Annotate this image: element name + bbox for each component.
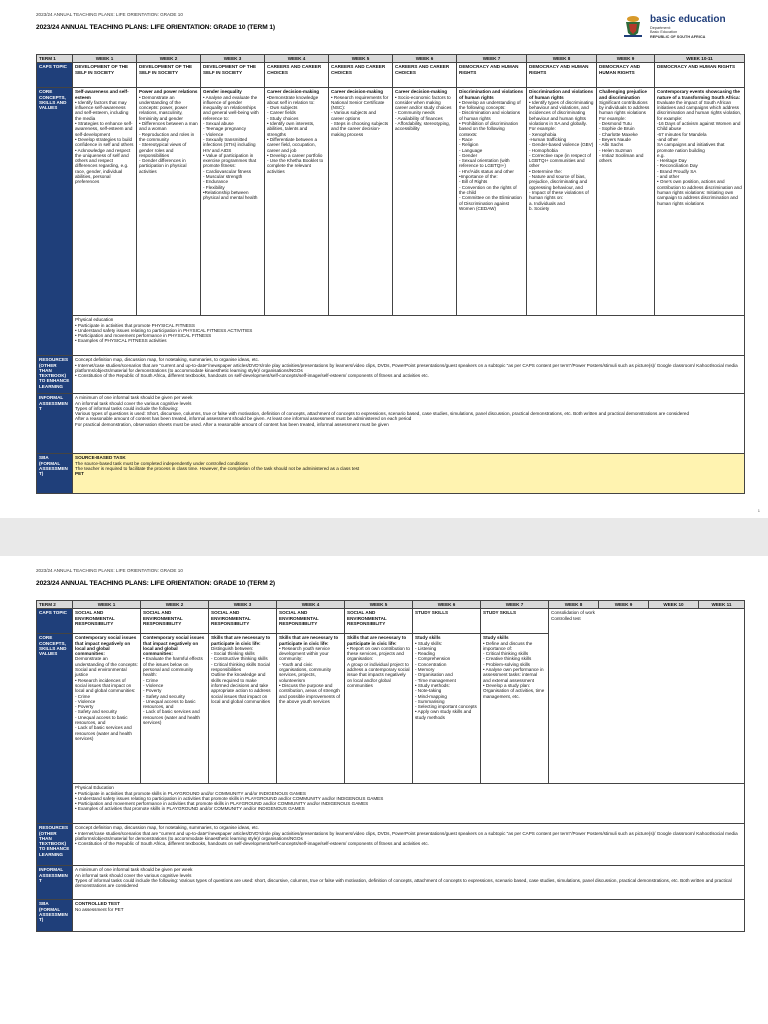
term-1-table bbox=[36, 54, 745, 494]
core-line: - Time management bbox=[415, 677, 456, 683]
running-header: 2023/24 ANNUAL TEACHING PLANS: LIFE ORIENTATION: GRADE 10 bbox=[36, 12, 183, 17]
caps-topic: DEMOCRACY AND HUMAN RIGHTS bbox=[597, 63, 655, 88]
week-header-row bbox=[37, 55, 745, 63]
core-heading: Power and power relations bbox=[139, 89, 198, 95]
term-2-table bbox=[36, 600, 745, 932]
core-line: b. Society bbox=[529, 205, 550, 211]
core-line: e.g. bbox=[657, 152, 665, 158]
physical-education-row bbox=[37, 316, 745, 356]
core-line: - Heritage Day bbox=[657, 158, 687, 164]
core-line: - Constructive thinking skills bbox=[211, 656, 268, 662]
core-line: -67 minutes for Mandela bbox=[657, 131, 707, 137]
caps-topic: DEVELOPMENT OF THE SELF IN SOCIETY bbox=[137, 63, 201, 88]
core-line: - Summarising bbox=[415, 698, 445, 704]
core-line: • Study skills: bbox=[415, 640, 443, 646]
core-line: • Socio-economic factors to consider when making career and/or study choices bbox=[395, 94, 452, 111]
core-line: •Demonstrate knowledge about self in relation to: bbox=[267, 94, 319, 105]
core-cell bbox=[137, 88, 201, 316]
page-term-2 bbox=[0, 556, 768, 1024]
core-line: • Research youth service development within your community: bbox=[279, 645, 330, 662]
caps-topic: DEVELOPMENT OF THE SELF IN SOCIETY bbox=[73, 63, 137, 88]
core-line: - Own subjects bbox=[267, 105, 298, 111]
caps-topic: CAREERS AND CAREER CHOICES bbox=[329, 63, 393, 88]
caps-topic: SOCIAL AND ENVIRONMENTAL RESPONSIBILITY bbox=[73, 609, 141, 634]
core-line: - Language bbox=[459, 147, 483, 153]
caps-topic: STUDY SKILLS bbox=[481, 609, 549, 634]
core-line: - Violence bbox=[75, 698, 96, 704]
week-header: WEEK 9 bbox=[597, 55, 655, 63]
core-line: - Study choices bbox=[267, 115, 299, 121]
core-line: • Acknowledge and respect the uniqueness of self and others and respect differences regarding, e.g. race, gender, individual abilities, personal preferences bbox=[75, 147, 131, 185]
caps-topic: CAREERS AND CAREER CHOICES bbox=[265, 63, 329, 88]
core-line: • One's own position, actions and contribution to address discrimination and human rights violations: Initiating own campaign to address discrimination and human rights violations bbox=[657, 179, 742, 206]
core-line: - Gender differences in participation in physical activities bbox=[139, 158, 187, 174]
core-line: - Unequal access to basic resources, and bbox=[75, 714, 128, 726]
core-cell bbox=[597, 88, 655, 316]
resources-row bbox=[37, 356, 745, 394]
core-line: • Research incidences of social issues that impact on local and global communities: bbox=[75, 677, 136, 694]
caps-topic: DEMOCRACY AND HUMAN RIGHTS bbox=[457, 63, 527, 88]
row-label: INFORMAL ASSESSMENT bbox=[37, 866, 73, 900]
core-line: • Study methods: bbox=[415, 682, 450, 688]
week-header: WEEK 10-11 bbox=[655, 55, 745, 63]
core-line: - Impact of these violations of human rights on: bbox=[529, 189, 589, 201]
core-line: - Endurance bbox=[203, 179, 229, 185]
core-line: - Youth and civic organisations, community services, projects, volunteerism bbox=[279, 661, 332, 683]
week-header: WEEK 8 bbox=[549, 601, 599, 609]
logo-title: basic education bbox=[650, 14, 726, 25]
row-label: CORE CONCEPTS, SKILLS AND VALUES bbox=[37, 88, 73, 356]
sba-row bbox=[37, 454, 745, 494]
core-line: • Identify types of discriminating behaviour and violations, and incidences of discriminating behaviour and human rights violations in SA and globally. For example: bbox=[529, 99, 594, 132]
core-line: • Discuss the purpose and contribution, areas of strength and possible improvements of the above youth services bbox=[279, 682, 341, 704]
resources-cell: Concept definition map, discussion map, for notetaking, summaries, to organise ideas, etc. • Internet/case studies/scenarios that are "current and up-to-date"/newspaper articles/DVD's/role play activities/presentations by learners/video clips, DVDs, PowerPoint presentations/guest speakers on a subtopic "as per CAPS content per term"/Power Posters/stimuli such as picture(s)/ Google classroom/ Kahoot/social media platforms/objects/material for demonstrations (to accommodate kinaesthetic learning style)/ organisations/NGOs • Constitution of the Republic of South Africa, different textbooks, handouts on self-development/self-concepts/self-image/self-esteem/ components of fitness and activities etc. bbox=[73, 356, 745, 394]
core-line: • Value of participation in exercise programmes that promote fitness: bbox=[203, 152, 257, 169]
core-line: • Prohibition of discrimination based on the following contexts: bbox=[459, 121, 519, 137]
core-line: - Crime bbox=[75, 693, 91, 699]
caps-topic-row bbox=[37, 63, 745, 88]
core-line: • Develop a study plan: Organisation of activities, time management, etc. bbox=[483, 682, 545, 699]
core-line: - Social thinking skills bbox=[211, 651, 255, 657]
core-line: - Race bbox=[459, 136, 473, 142]
core-line: -Human trafficking bbox=[529, 136, 567, 142]
core-line: - Corrective rape (in respect of LGBTQI+ communities and other bbox=[529, 152, 592, 169]
core-line: - Memory bbox=[415, 667, 435, 673]
informal-assessment-row bbox=[37, 866, 745, 900]
core-concepts-row bbox=[37, 88, 745, 316]
core-line: - Bill of Rights bbox=[459, 179, 488, 185]
core-heading: Career decision-making bbox=[331, 89, 384, 95]
row-label: CAPS TOPIC bbox=[37, 609, 73, 634]
core-line: - Safety and security bbox=[143, 693, 185, 699]
core-line: - Steps in choosing subjects and the career decision-making process bbox=[331, 121, 389, 137]
core-line: A group or individual project to address a contemporary social issue that impacts negatively on local and/or global communities bbox=[347, 661, 410, 688]
core-line: - Violence bbox=[143, 682, 164, 688]
core-line: - Sophie de Bruin bbox=[599, 126, 635, 132]
core-line: - Gender-based violence (GBV) bbox=[529, 142, 594, 148]
core-cell bbox=[73, 634, 141, 784]
core-heading: Discrimination and violations of human rights bbox=[459, 89, 524, 100]
core-cell bbox=[209, 634, 277, 784]
caps-topic: SOCIAL AND ENVIRONMENTAL RESPONSIBILITY bbox=[141, 609, 209, 634]
core-line: - Selecting important concepts bbox=[415, 704, 477, 710]
core-line: - Lack of basic services and resources (water and health services) bbox=[143, 709, 200, 726]
core-line: • Define and discuss the importance of: bbox=[483, 640, 533, 651]
sba-cell: CONTROLLED TEST No assessment for PET bbox=[73, 900, 745, 932]
core-line: - Various subjects and career options bbox=[331, 110, 377, 121]
informal-assessment-cell: A minimum of one informal task should be given per week An informal task should cover the various cognitive levels Types of informal tasks could include the following: Various types of questions is used: Short, discursive, columns, true or false with motivation, definition of concepts, attachment of concepts to expressions, scenario based, case studies, simulations, panel discussion, practical demonstrations, etc. Both written and practical demonstrations are considered After a reasonable amount of content has been treated, informal assessment should be given. At least one informal assessment must be administered on each period For practical demonstration, observation sheets must be used. After a reasonable amount of content has been treated, informal assessment must be given bbox=[73, 394, 745, 454]
core-heading: Contemporary social issues that impact negatively on local and global communities: bbox=[75, 635, 137, 657]
week-header: WEEK 7 bbox=[457, 55, 527, 63]
core-cell bbox=[141, 634, 209, 784]
core-line: - Imtiaz Sooliman and others bbox=[599, 152, 644, 164]
caps-topic-row bbox=[37, 609, 745, 634]
core-line: - Helen Suzman bbox=[599, 147, 632, 153]
core-line: •Relationship between physical and mental health bbox=[203, 189, 258, 201]
core-line: - and other bbox=[657, 174, 680, 180]
core-line: - Reading bbox=[415, 651, 435, 657]
row-label: CORE CONCEPTS, SKILLS AND VALUES bbox=[37, 634, 73, 824]
week-header: WEEK 10 bbox=[649, 601, 699, 609]
core-line: Significant contributions by individuals to address human rights violations bbox=[599, 99, 650, 116]
informal-assessment-row bbox=[37, 394, 745, 454]
physical-education-row bbox=[37, 784, 745, 824]
core-line: - Critical thinking skills bbox=[483, 651, 529, 657]
core-line: • Develop a career portfolio bbox=[267, 152, 323, 158]
core-line: - Convention on the rights of the child bbox=[459, 184, 517, 195]
core-line: - Reconciliation Day bbox=[657, 163, 698, 169]
row-label: INFORMAL ASSESSMENT bbox=[37, 394, 73, 454]
page-title: 2023/24 ANNUAL TEACHING PLANS: LIFE ORIENTATION: GRADE 10 (TERM 1) bbox=[36, 24, 275, 31]
core-line: - Poverty bbox=[75, 704, 94, 710]
core-line: • Identify factors that may influence self-awareness and self-esteem, including the media bbox=[75, 99, 129, 121]
core-line: Evaluate the impact of South African initiatives and campaigns which address discrimination and human rights violation, for example: bbox=[657, 99, 742, 121]
core-line: - Poverty bbox=[143, 688, 162, 694]
core-line: - Stereotypical views of gender roles and responsibilities bbox=[139, 142, 187, 158]
core-line: • Research requirements for National Senior Certificate (NSC): bbox=[331, 94, 389, 111]
core-heading: Skills that are necessary to participate in civic life: bbox=[279, 635, 339, 646]
week-header: WEEK 8 bbox=[527, 55, 597, 63]
core-cell bbox=[73, 88, 137, 316]
core-line: a. Individuals and bbox=[529, 200, 565, 206]
core-heading: Career decision-making bbox=[267, 89, 320, 95]
row-label: RESOURCES (OTHER THAN TEXTBOOK) TO ENHANCE LEARNING bbox=[37, 356, 73, 394]
row-label: RESOURCES (OTHER THAN TEXTBOOK) TO ENHANCE LEARNING bbox=[37, 824, 73, 866]
core-line: - Lack of basic services and resources (water and health services) bbox=[75, 725, 132, 741]
core-line: - Unequal access to basic resources, and bbox=[143, 698, 196, 710]
caps-topic: SOCIAL AND ENVIRONMENTAL RESPONSIBILITY bbox=[345, 609, 413, 634]
core-line: - Creative thinking skills bbox=[483, 656, 532, 662]
core-line: • Develop strategies to build confidence in self and others bbox=[75, 136, 134, 148]
caps-topic: STUDY SKILLS bbox=[413, 609, 481, 634]
caps-topic: SOCIAL AND ENVIRONMENTAL RESPONSIBILITY bbox=[209, 609, 277, 634]
core-line: -16 Days of activism against Women and Child abuse bbox=[657, 121, 741, 132]
core-line: • Develop an understanding of the following concepts: bbox=[459, 99, 521, 111]
core-line: - Albi Sachs bbox=[599, 142, 624, 148]
core-line: - Use the Khetha Booklet to complete the relevant activities bbox=[267, 158, 324, 174]
core-cell bbox=[527, 88, 597, 316]
core-line: - Problem-solving skills bbox=[483, 661, 530, 667]
week-header: WEEK 1 bbox=[73, 601, 141, 609]
core-line: - Religion bbox=[459, 142, 479, 148]
logo-subtitle: Department: Basic Education REPUBLIC OF SOUTH AFRICA bbox=[650, 26, 706, 39]
core-line: - Teenage pregnancy bbox=[203, 126, 247, 132]
core-cell bbox=[413, 634, 481, 784]
core-line: - Comprehension bbox=[415, 656, 451, 662]
page-number: 1 bbox=[757, 508, 760, 513]
sba-cell: SOURCE-BASED TASK The source-based task must be completed independently under controlled conditions The teacher is required to facilitate the process in class time. However, the completion of the task should not be administered as a class test PET bbox=[73, 454, 745, 494]
core-heading: Challenging prejudice and discrimination bbox=[599, 89, 647, 100]
core-line: • Differentiate between a career field, occupation, career and job bbox=[267, 136, 318, 153]
core-line: • Apply own study skills and study methods bbox=[415, 709, 472, 720]
sba-row bbox=[37, 900, 745, 932]
core-line: • Report on own contribution to these services, projects and organisation: bbox=[347, 645, 410, 662]
core-line: SA campaigns and initiatives that promote nation building bbox=[657, 142, 725, 153]
core-line: Demonstrate an understanding of the concepts: Social and environmental justice bbox=[75, 656, 138, 678]
week-header: WEEK 5 bbox=[329, 55, 393, 63]
core-line: - Critical thinking skills Social responsibilities bbox=[211, 661, 270, 673]
week-header: WEEK 2 bbox=[141, 601, 209, 609]
core-line: - Brand Proudly SA bbox=[657, 168, 697, 174]
core-line: - Organisation and bbox=[415, 672, 453, 678]
core-cell bbox=[201, 88, 265, 316]
core-line: - Crime bbox=[143, 677, 159, 683]
core-line: - Note-taking bbox=[415, 688, 442, 694]
core-line: - Homophobia bbox=[529, 147, 558, 153]
row-label: CAPS TOPIC bbox=[37, 63, 73, 88]
page-title: 2023/24 ANNUAL TEACHING PLANS: LIFE ORIENTATION: GRADE 10 (TERM 2) bbox=[36, 580, 275, 587]
week-header: WEEK 9 bbox=[599, 601, 649, 609]
core-line: • Identify own interests, abilities, talents and strengths bbox=[267, 121, 315, 137]
caps-topic: SOCIAL AND ENVIRONMENTAL RESPONSIBILITY bbox=[277, 609, 345, 634]
core-line: • Demonstrate an understanding of the concepts: power, power relations, masculinity, femininity and gender bbox=[139, 94, 188, 121]
core-line: - Mind-mapping bbox=[415, 693, 447, 699]
physical-education-cell: Physical Education • Participate in activities that promote skills in PLAYGROUND and/or COMMUNITY and/or INDIGENOUS GAMES • Understand safety issues relating to participation in activities that promote skills in PLAYGROUND and/or COMMUNITY and/or INDIGENOUS GAMES • Participation and movement performance in activities that promote skills in PLAYGROUND and/or COMMUNITY and/or INDIGENOUS GAMES • Examples of activities that promote skills in PLAYGROUND and/or COMMUNITY and/or INDIGENOUS GAMES bbox=[73, 784, 745, 824]
week-header: WEEK 4 bbox=[265, 55, 329, 63]
core-cell bbox=[277, 634, 345, 784]
week-header: WEEK 1 bbox=[73, 55, 137, 63]
core-line: - Gender bbox=[459, 152, 478, 158]
core-heading: Skills that are necessary to participate in civic life: bbox=[211, 635, 271, 646]
core-line: • Evaluate the harmful effects of the issues below on personal and community health: bbox=[143, 656, 203, 678]
week-header: WEEK 3 bbox=[209, 601, 277, 609]
core-heading: Discrimination and violations of human rights bbox=[529, 89, 594, 100]
core-line: • Analyse and evaluate the influence of gender inequality on relationships and general well-being with reference to: bbox=[203, 94, 259, 121]
core-heading: Gender inequality bbox=[203, 89, 242, 95]
row-label: SBA (FORMAL ASSESSMENT) bbox=[37, 900, 73, 932]
running-header: 2023/24 ANNUAL TEACHING PLANS: LIFE ORIENTATION: GRADE 10 bbox=[36, 568, 183, 573]
core-line: - Affordability, stereotyping, accessibility bbox=[395, 121, 450, 132]
core-line: • Analyse own performance in assessment tasks: internal and external assessment bbox=[483, 667, 544, 683]
core-line: • Differences between a man and a woman bbox=[139, 121, 198, 132]
core-heading: Study skills bbox=[483, 635, 509, 641]
caps-topic: CAREERS AND CAREER CHOICES bbox=[393, 63, 457, 88]
core-line: - Committee on the Elimination of Discrimination against Women (CEDAW) bbox=[459, 195, 522, 211]
caps-topic: DEVELOPMENT OF THE SELF IN SOCIETY bbox=[201, 63, 265, 88]
core-cell bbox=[481, 634, 549, 784]
core-line: - Nature and source of bias, prejudice, discriminating and oppressing behaviour, and bbox=[529, 174, 588, 190]
core-line: - Muscular strength bbox=[203, 174, 243, 180]
informal-assessment-cell: A minimum of one informal task should be given per week An informal task should cover the various cognitive levels Types of informal tasks could include the following: Various types of questions are used: short, discursive, columns, true or false with motivation, definition of concepts, attachment of concepts to expressions, scenario based, case studies, simulations, panel discussion, practical demonstrations, etc. Both written and practical demonstrations are considered bbox=[73, 866, 745, 900]
core-line: - Safety and security bbox=[75, 709, 117, 715]
core-heading: Self-awareness and self-esteem bbox=[75, 89, 129, 100]
week-header: WEEK 6 bbox=[413, 601, 481, 609]
core-cell bbox=[655, 88, 745, 316]
row-label: SBA (FORMAL ASSESSMENT) bbox=[37, 454, 73, 494]
core-cell bbox=[329, 88, 393, 316]
coat-of-arms-icon bbox=[622, 13, 644, 39]
core-heading: Career decision-making bbox=[395, 89, 448, 95]
core-line: • Strategies to enhance self-awareness, self-esteem and self-development bbox=[75, 121, 133, 137]
core-line: - Listening bbox=[415, 645, 437, 651]
week-header-row bbox=[37, 601, 745, 609]
week-header: WEEK 4 bbox=[277, 601, 345, 609]
core-line: - Violence bbox=[203, 131, 224, 137]
core-line: - Reproduction and roles in the community bbox=[139, 131, 195, 142]
core-line: - Desmond Tutu bbox=[599, 121, 632, 127]
core-line: - Concentration bbox=[415, 661, 447, 667]
core-line: Distinguish between: bbox=[211, 645, 254, 651]
week-header: WEEK 7 bbox=[481, 601, 549, 609]
core-heading: Skills that are necessary to participate in civic life: bbox=[347, 635, 407, 646]
core-line: -and other bbox=[657, 136, 678, 142]
core-line: - Community needs bbox=[395, 110, 435, 116]
core-line: - Flexibility bbox=[203, 184, 225, 190]
core-heading: Study skills bbox=[415, 635, 441, 641]
core-heading: Contemporary social issues that impact negatively on local and global communities: bbox=[143, 635, 205, 657]
week-header: WEEK 3 bbox=[201, 55, 265, 63]
consolidation-cell: Consolidation of work Controlled test bbox=[549, 609, 745, 784]
core-cell bbox=[345, 634, 413, 784]
caps-topic: DEMOCRACY AND HUMAN RIGHTS bbox=[655, 63, 745, 88]
core-line: - Cardiovascular fitness bbox=[203, 168, 251, 174]
core-line: •Importance of the: bbox=[459, 174, 498, 180]
core-line: - Availability of finances bbox=[395, 115, 443, 121]
core-line: - Beyers Naude bbox=[599, 136, 631, 142]
core-line: • Determine the: bbox=[529, 168, 563, 174]
core-cell bbox=[393, 88, 457, 316]
core-line: - Discrimination and violations of human rights bbox=[459, 110, 521, 121]
week-header: WEEK 11 bbox=[699, 601, 745, 609]
term-label: TERM 2 bbox=[37, 601, 73, 609]
week-header: WEEK 2 bbox=[137, 55, 201, 63]
resources-row bbox=[37, 824, 745, 866]
core-line: - Sexual abuse bbox=[203, 121, 234, 127]
core-line: - Sexual orientation (with reference to LGBTQI+) bbox=[459, 158, 510, 169]
core-cell bbox=[457, 88, 527, 316]
core-line: For example: bbox=[599, 115, 626, 121]
core-line: - Xenophobia bbox=[529, 131, 557, 137]
caps-topic: DEMOCRACY AND HUMAN RIGHTS bbox=[527, 63, 597, 88]
core-line: - Sexually transmitted infections (STIs) including HIV and AIDS bbox=[203, 136, 256, 153]
core-line: Outline the knowledge and skills required to make informed decisions and take appropriate action to address social issues that impact on local and global communities bbox=[211, 672, 271, 704]
resources-cell: Concept definition map, discussion map, for notetaking, summaries, to organise ideas, etc. • Internet/case studies/scenarios that are "current and up-to-date"/newspaper articles/DVD's/role play activities/presentations by learners/video clips, DVDs, PowerPoint presentations/guest speakers on a subtopic "as per CAPS content per term"/Power Posters/stimuli such as picture(s)/ Google classroom/ Kahoot/social media platforms/objects/material for demonstrations (to accommodate kinaesthetic learning style)/ organisations/NGOs • Constitution of the Republic of South Africa, different textbooks, handouts on self-development/self-concepts/self-image/self-esteem/ components of fitness and activities etc. bbox=[73, 824, 745, 866]
core-line: - HIV/Aids status and other bbox=[459, 168, 514, 174]
core-line: - Career fields bbox=[267, 110, 296, 116]
week-header: WEEK 5 bbox=[345, 601, 413, 609]
week-header: WEEK 6 bbox=[393, 55, 457, 63]
core-heading: Contemporary events showcasing the nature of a transforming South Africa: bbox=[657, 89, 741, 100]
core-line: - Charlotte Maxeke bbox=[599, 131, 638, 137]
dbe-logo bbox=[622, 11, 742, 45]
physical-education-cell: Physical education • Participate in activities that promote PHYSICAL FITNESS • Understand safety issues relating to participation in PHYSICAL FITNESS ACTIVITIES • Participation and movement performance in PHYSICAL FITNESS • Examples of PHYSICAL FITNESS activities bbox=[73, 316, 745, 356]
term-label: TERM 1 bbox=[37, 55, 73, 63]
core-cell bbox=[265, 88, 329, 316]
